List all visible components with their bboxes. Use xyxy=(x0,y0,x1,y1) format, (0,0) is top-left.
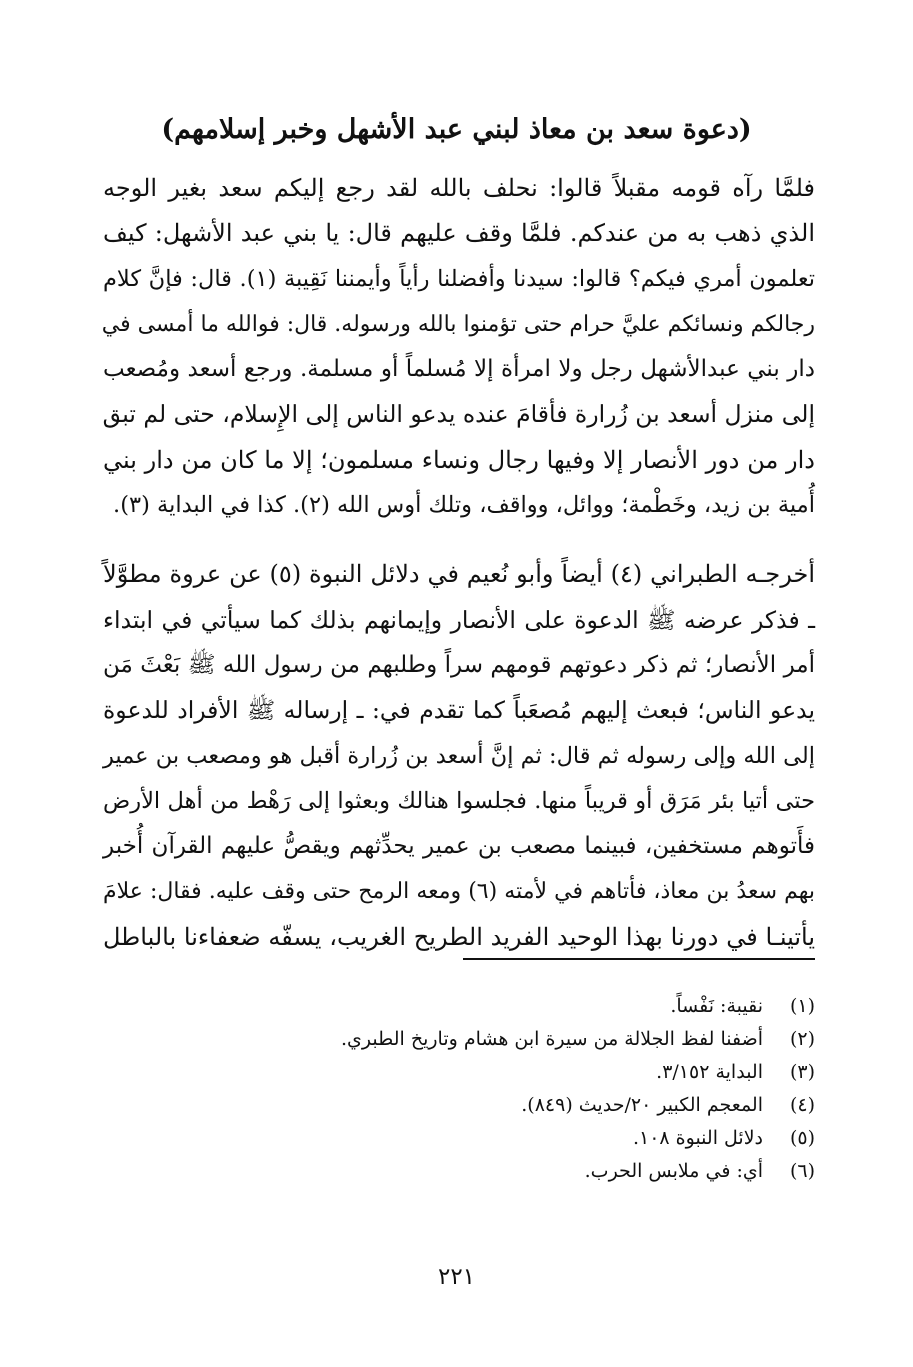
footnote-item xyxy=(98,1056,815,1089)
footnote-item xyxy=(98,1122,815,1155)
text-line: يأتينـا في دورنا بهذا الوحيد الفريد الطريح الغريب، يسفّه ضعفاءنا بالباطل xyxy=(103,922,816,951)
text-line: يدعو الناس؛ فبعث إليهم مُصعَباً كما تقدم في: ـ إرساله ﷺ الأفراد للدعوة xyxy=(103,696,815,725)
text-line: رجالكم ونسائكم عليَّ حرام حتى تؤمنوا بالله ورسوله. قال: فوالله ما أمسى في xyxy=(101,311,815,337)
footnote-text: أي: في ملابس الحرب. xyxy=(584,1160,763,1182)
footnote-number: (٤) xyxy=(789,1094,815,1116)
footnote-text: المعجم الكبير ٢٠/حديث (٨٤٩). xyxy=(521,1094,763,1116)
text-line: أمر الأنصار؛ ثم ذكر دعوتهم قومهم سراً وطلبهم من رسول الله ﷺ بَعْثَ مَن xyxy=(103,651,815,678)
text-line: فأَتوهم مستخفين، فبينما مصعب بن عمير يحدِّثهم ويقصُّ عليهم القرآن أُخبر xyxy=(103,833,815,860)
text-line: دار من دور الأنصار إلا وفيها رجال ونساء مسلمون؛ إلا ما كان من دار بني xyxy=(103,445,815,474)
footnote-item xyxy=(98,1023,815,1056)
footnote-item xyxy=(98,1089,815,1122)
paragraph-1 xyxy=(103,166,815,528)
text-line: الذي ذهب به من عندكم. فلمَّا وقف عليهم قال: يا بني عبد الأشهل: كيف xyxy=(103,219,815,248)
footnote-item xyxy=(98,990,815,1023)
paragraph-spacer xyxy=(103,528,815,552)
footnote-text: أضفنا لفظ الجلالة من سيرة ابن هشام وتاريخ الطبري. xyxy=(341,1028,763,1050)
text-line: إلى منزل أسعد بن زُرارة فأقامَ عنده يدعو الناس إلى الإِسلام، حتى لم تبق xyxy=(102,400,815,429)
paragraph-2 xyxy=(103,552,815,960)
section-heading: (دعوة سعد بن معاذ لبني عبد الأشهل وخبر إسلامهم) xyxy=(161,114,752,145)
footnote-number: (٦) xyxy=(789,1160,815,1182)
text-line: أخرجـه الطبراني (٤) أيضاً وأبو نُعيم في دلائل النبوة (٥) عن عروة مطوَّلاً xyxy=(103,560,816,589)
text-line: بهم سعدُ بن معاذ، فأتاهم في لأمته (٦) ومعه الرمح حتى وقف عليه. فقال: علامَ xyxy=(103,879,815,905)
footnote-number: (٥) xyxy=(789,1127,815,1149)
page-number: ٢٢١ xyxy=(437,1264,476,1290)
text-line: حتى أتيا بئر مَرَق أو قريباً منها. فجلسوا هنالك وبعثوا إلى رَهْط من أهل الأرض xyxy=(103,787,815,814)
footnote-text: البداية ٣/١٥٢. xyxy=(656,1061,763,1083)
text-line: تعلمون أمري فيكم؟ قالوا: سيدنا وأفضلنا رأياً وأيمننا نَقِيبة (١). قال: فإنَّ كلام xyxy=(103,265,815,292)
text-line: أُمية بن زيد، وخَطْمة؛ ووائل، وواقف، وتلك أوس الله (٢). كذا في البداية (٣). xyxy=(113,492,815,519)
footnotes xyxy=(98,990,815,1188)
footnote-divider xyxy=(463,958,815,960)
text-line: ـ فذكر عرضه ﷺ الدعوة على الأنصار وإيمانهم بذلك كما سيأتي في ابتداء xyxy=(103,605,815,634)
footnote-text: دلائل النبوة ١٠٨. xyxy=(632,1127,763,1149)
footnote-number: (١) xyxy=(789,995,815,1017)
footnote-item xyxy=(98,1155,815,1188)
text-line: دار بني عبدالأشهل رجل ولا امرأة إلا مُسلماً أو مسلمة. ورجع أسعد ومُصعب xyxy=(103,356,815,383)
text-line: إلى الله وإلى رسوله ثم قال: ثم إنَّ أسعد بن زُرارة أقبل هو ومصعب بن عمير xyxy=(102,742,815,769)
footnote-text: نقيبة: نَفْساً. xyxy=(670,995,763,1017)
footnote-number: (٢) xyxy=(789,1028,815,1050)
text-line: فلمَّا رآه قومه مقبلاً قالوا: نحلف بالله لقد رجع إليكم سعد بغير الوجه xyxy=(103,174,815,202)
footnote-number: (٣) xyxy=(789,1061,815,1083)
body-text xyxy=(103,166,815,960)
